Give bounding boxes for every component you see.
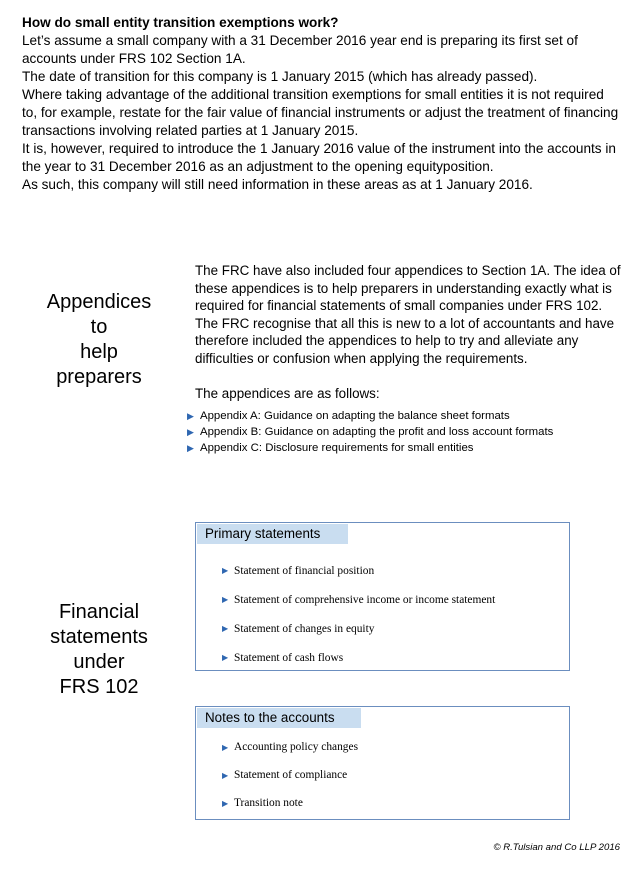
appendices-paragraph: The FRC have also included four appendices to Section 1A. The idea of these appendices is to help preparers in understanding exactly what is required for financial statements of small companies under FRS 102. bbox=[195, 263, 621, 314]
list-item-text: Statement of changes in equity bbox=[234, 622, 375, 635]
appendices-paragraph: The FRC recognise that all this is new to a lot of accountants and have therefore included the appendices to help to try and alleviate any difficulties or confusion when applying the requirements. bbox=[195, 315, 615, 366]
triangle-right-icon: ▶ bbox=[187, 427, 194, 438]
list-item bbox=[187, 440, 625, 456]
notes-to-accounts-title: Notes to the accounts bbox=[197, 708, 361, 728]
triangle-right-icon: ▶ bbox=[222, 624, 229, 633]
list-item bbox=[222, 585, 495, 614]
list-item-text: Accounting policy changes bbox=[234, 741, 358, 753]
list-item bbox=[222, 556, 495, 585]
list-item-text: Appendix B: Guidance on adapting the profit and loss account formats bbox=[200, 426, 554, 439]
list-item-text: Statement of cash flows bbox=[234, 651, 344, 664]
triangle-right-icon: ▶ bbox=[187, 443, 194, 454]
fs-label-line: Financial bbox=[58, 601, 140, 623]
appendices-label-line: preparers bbox=[56, 366, 142, 388]
list-item bbox=[222, 761, 358, 789]
primary-statements-box bbox=[195, 522, 570, 671]
triangle-right-icon: ▶ bbox=[222, 742, 229, 752]
intro-paragraph: The date of transition for this company is 1 January 2015 (which has already passed). bbox=[22, 69, 538, 84]
triangle-right-icon: ▶ bbox=[187, 411, 194, 422]
fs-label-line: under bbox=[73, 651, 125, 673]
primary-statements-title: Primary statements bbox=[197, 524, 348, 544]
list-item bbox=[222, 614, 495, 643]
list-item-text: Appendix A: Guidance on adapting the balance sheet formats bbox=[200, 410, 510, 423]
fs-label-line: FRS 102 bbox=[59, 676, 139, 698]
appendices-label-line: Appendices bbox=[46, 291, 152, 313]
appendices-label-line: help bbox=[80, 341, 118, 363]
triangle-right-icon: ▶ bbox=[222, 798, 229, 808]
intro-paragraph: Let’s assume a small company with a 31 December 2016 year end is preparing its first set of accounts under FRS 102 Section 1A. bbox=[22, 33, 578, 66]
financial-statements-label bbox=[24, 600, 174, 700]
intro-section bbox=[22, 14, 622, 194]
intro-paragraph: Where taking advantage of the additional transition exemptions for small entities it is not required to, for example, restate for the fair value of financial instruments or adjust the treatment of financing transactions involving related parties at 1 January 2015. bbox=[22, 87, 619, 138]
notes-to-accounts-box bbox=[195, 706, 570, 820]
list-item-text: Statement of comprehensive income or income statement bbox=[234, 593, 496, 606]
appendices-text bbox=[187, 262, 625, 456]
list-item-text: Transition note bbox=[234, 797, 303, 809]
appendices-list bbox=[187, 408, 625, 456]
list-item bbox=[187, 408, 625, 424]
list-item-text: Appendix C: Disclosure requirements for small entities bbox=[200, 442, 474, 455]
list-item bbox=[222, 643, 495, 672]
list-item bbox=[222, 733, 358, 761]
list-item-text: Statement of compliance bbox=[234, 769, 348, 781]
triangle-right-icon: ▶ bbox=[222, 770, 229, 780]
triangle-right-icon: ▶ bbox=[222, 566, 229, 575]
notes-list bbox=[222, 733, 358, 817]
appendices-label bbox=[24, 290, 174, 390]
list-item bbox=[222, 789, 358, 817]
appendices-list-intro: The appendices are as follows: bbox=[195, 385, 380, 401]
list-item-text: Statement of financial position bbox=[234, 564, 375, 577]
copyright-footer: © R.Tulsian and Co LLP 2016 bbox=[493, 842, 620, 853]
intro-paragraph: It is, however, required to introduce the 1 January 2016 value of the instrument into the accounts in the year to 31 December 2016 as an adjustment to the opening equityposition. bbox=[22, 141, 616, 174]
appendices-label-line: to bbox=[90, 316, 108, 338]
triangle-right-icon: ▶ bbox=[222, 653, 229, 662]
intro-heading: How do small entity transition exemptions work? bbox=[22, 15, 339, 30]
triangle-right-icon: ▶ bbox=[222, 595, 229, 604]
list-item bbox=[187, 424, 625, 440]
fs-label-line: statements bbox=[50, 626, 148, 648]
intro-paragraph: As such, this company will still need information in these areas as at 1 January 2016. bbox=[22, 177, 533, 192]
primary-statements-list bbox=[222, 556, 495, 672]
